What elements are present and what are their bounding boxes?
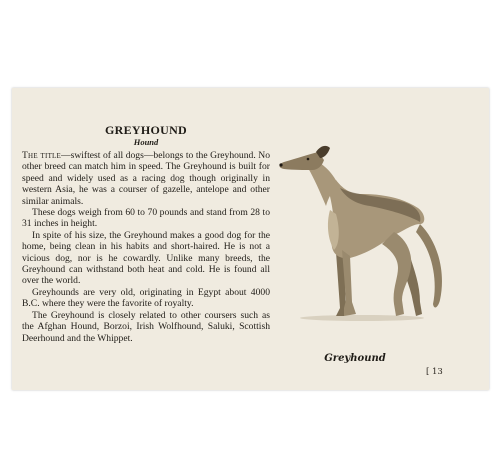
dog-eye xyxy=(307,158,310,161)
greyhound-illustration xyxy=(270,132,460,328)
paragraph-1 xyxy=(22,150,270,207)
paragraph-2: These dogs weigh from 60 to 70 pounds and stand from 28 to 31 inches in height. xyxy=(22,207,270,230)
book-page xyxy=(12,88,489,390)
page-title: GREYHOUND xyxy=(104,123,188,137)
paragraph-1-text: —swiftest of all dogs—belongs to the Greyhound. No other breed can match him in speed. The Greyhound is built for speed and widely used as a racing dog though originally in western Asia, he was a courser of gazelle, antelope and other similar animals. xyxy=(22,150,271,207)
ground-shadow xyxy=(300,315,424,321)
breed-group-label: Hound xyxy=(133,137,159,147)
page-number: [ 13 xyxy=(426,367,443,377)
paragraph-5: The Greyhound is closely related to other coursers such as the Afghan Hound, Borzoi, Irish Wolfhound, Saluki, Scottish Deerhound and the Whippet. xyxy=(22,309,270,344)
dog-tail xyxy=(416,224,442,307)
paragraph-lead: The title xyxy=(22,150,61,161)
figure-caption: Greyhound xyxy=(324,353,386,364)
article-text xyxy=(22,124,270,344)
dog-head xyxy=(280,152,325,170)
dog-nose xyxy=(279,163,282,166)
paragraph-4: Greyhounds are very old, originating in Egypt about 4000 B.C. where they were the favorite of royalty. xyxy=(22,286,270,310)
paragraph-3: In spite of his size, the Greyhound makes a good dog for the home, being clean in his habits and short-haired. He is not a vicious dog, nor is he cowardly. Unlike many breeds, the Greyhound can withstand both heat and cold. He is found all over the world. xyxy=(22,229,270,287)
dog-near-hind-leg xyxy=(382,232,411,316)
dog-body xyxy=(328,180,424,258)
